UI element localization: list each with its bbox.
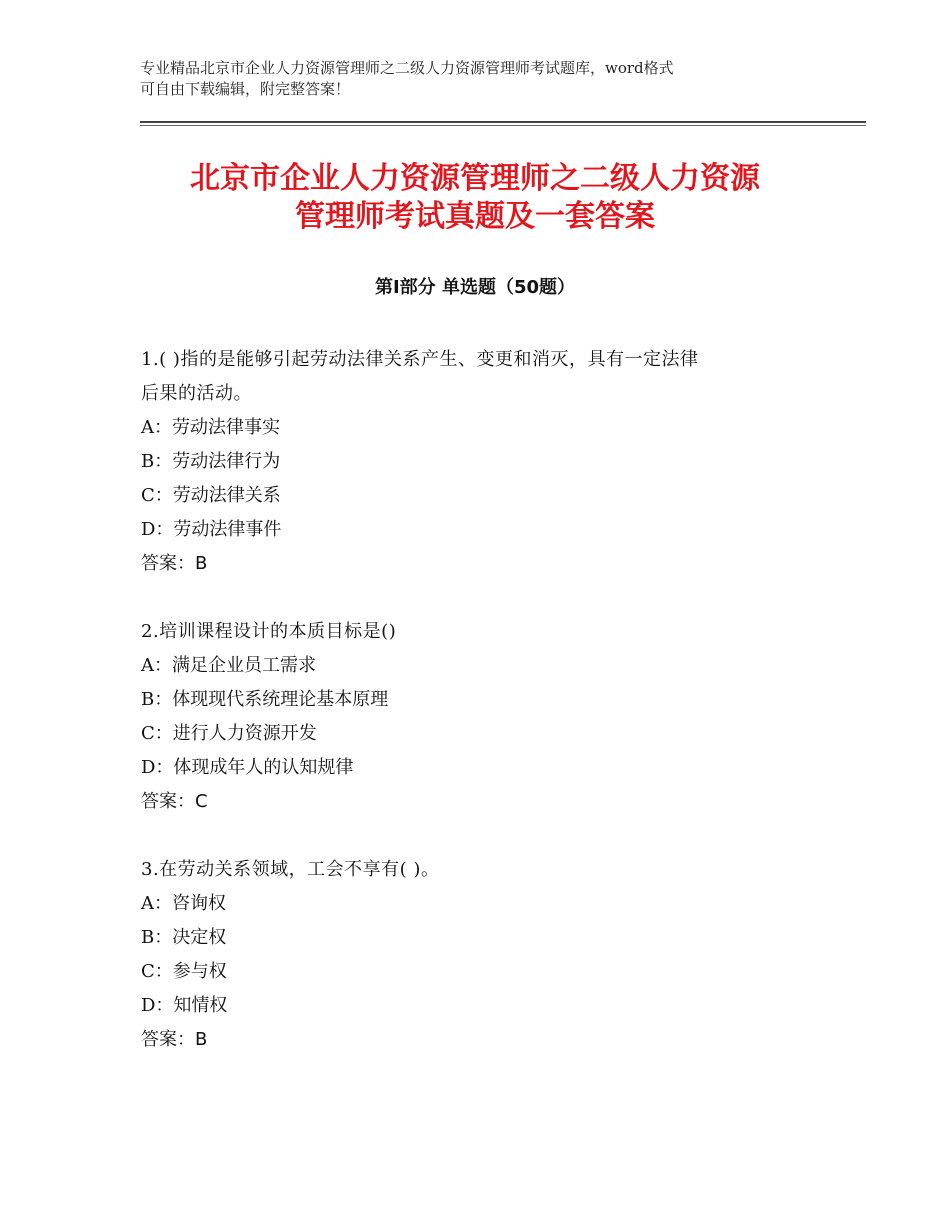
- title-line-2: 管理师考试真题及一套答案: [295, 199, 655, 234]
- question-stem: 3.在劳动关系领域，工会不享有( )。: [141, 859, 440, 880]
- option-b: B：体现现代系统理论基本原理: [141, 689, 389, 710]
- question-3: [141, 853, 821, 1057]
- question-stem: 1.( )指的是能够引起劳动法律关系产生、变更和消灭，具有一定法律: [141, 349, 699, 370]
- question-stem: 2.培训课程设计的本质目标是(): [141, 621, 397, 642]
- answer: 答案：C: [141, 791, 208, 812]
- question-stem-continued: 后果的活动。: [141, 383, 252, 404]
- answer: 答案：B: [141, 553, 208, 574]
- option-b: B：劳动法律行为: [141, 451, 281, 472]
- answer: 答案：B: [141, 1029, 208, 1050]
- header-rule-thick: [140, 121, 866, 123]
- question-1: [141, 343, 821, 581]
- header-line-2: 可自由下载编辑，附完整答案！: [140, 80, 351, 98]
- document-header: [140, 58, 820, 100]
- header-rule-thin: [140, 125, 866, 126]
- header-line-1: 专业精品北京市企业人力资源管理师之二级人力资源管理师考试题库，word格式: [140, 59, 674, 77]
- title-line-1: 北京市企业人力资源管理师之二级人力资源: [190, 161, 760, 196]
- option-a: A：劳动法律事实: [141, 417, 280, 438]
- option-c: C：参与权: [141, 961, 227, 982]
- option-c: C：劳动法律关系: [141, 485, 281, 506]
- option-d: D：知情权: [141, 995, 228, 1016]
- question-list: [141, 343, 821, 1091]
- option-a: A：满足企业员工需求: [141, 655, 316, 676]
- question-2: [141, 615, 821, 819]
- section-heading: 第Ⅰ部分 单选题（50题）: [374, 277, 575, 298]
- option-c: C：进行人力资源开发: [141, 723, 317, 744]
- option-d: D：体现成年人的认知规律: [141, 757, 354, 778]
- document-title: [100, 160, 850, 236]
- option-d: D：劳动法律事件: [141, 519, 282, 540]
- option-a: A：咨询权: [141, 893, 226, 914]
- option-b: B：决定权: [141, 927, 227, 948]
